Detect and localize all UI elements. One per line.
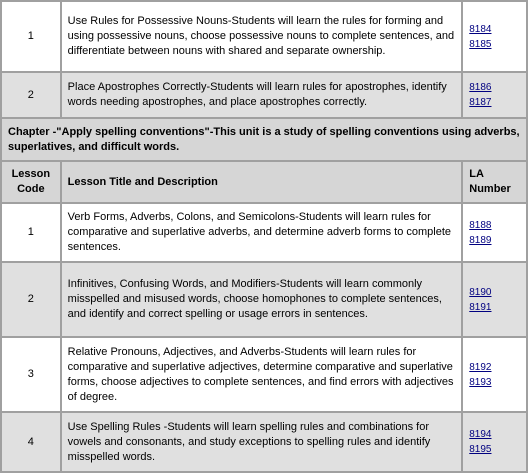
la-number-link[interactable]: 8184	[469, 23, 492, 35]
lesson-description: Use Spelling Rules -Students will learn spelling rules and combinations for vowels and consonants, and study exceptions to spelling rules and identify misspelled words.	[61, 412, 463, 472]
lesson-description: Verb Forms, Adverbs, Colons, and Semicolons-Students will learn rules for comparative and superlative adverbs, and determine adverb forms to complete sentences.	[61, 203, 463, 262]
lesson-code: 2	[1, 72, 61, 118]
lesson-row	[1, 337, 527, 412]
table-header-row	[1, 161, 527, 203]
lesson-row	[1, 203, 527, 262]
lesson-row	[1, 412, 527, 472]
lesson-code: 2	[1, 262, 61, 337]
la-number-link[interactable]: 8187	[469, 97, 492, 108]
lesson-row	[1, 1, 527, 72]
lesson-description: Relative Pronouns, Adjectives, and Adverbs-Students will learn rules for comparative and superlative adjectives, determine comparative and superlative forms, choose adjectives to complete sentences, and find errors with adjectives of degree.	[61, 337, 463, 412]
la-number-link[interactable]: 8190	[469, 286, 492, 298]
lesson-title-header: Lesson Title and Description	[61, 161, 463, 203]
lesson-code: 1	[1, 203, 61, 262]
chapter-row	[1, 118, 527, 161]
la-number-link[interactable]: 8188	[469, 219, 492, 231]
la-number-link[interactable]: 8193	[469, 376, 492, 388]
la-number-cell	[462, 203, 527, 262]
la-number-cell	[462, 72, 527, 118]
lesson-description: Place Apostrophes Correctly-Students will learn rules for apostrophes, identify words needing apostrophes, and place apostrophes correctly.	[61, 72, 463, 118]
la-number-link[interactable]: 8195	[469, 444, 492, 455]
la-number-link[interactable]: 8192	[469, 361, 492, 373]
lesson-description: Infinitives, Confusing Words, and Modifiers-Students will learn commonly misspelled and misused words, choose homophones to complete sentences, and identify and correct spelling or usage errors in sentences.	[61, 262, 463, 337]
la-number-link[interactable]: 8186	[469, 82, 492, 93]
lesson-row	[1, 72, 527, 118]
lesson-code: 3	[1, 337, 61, 412]
la-number-cell	[462, 262, 527, 337]
la-number-cell	[462, 1, 527, 72]
chapter-heading: Chapter -"Apply spelling conventions"-This unit is a study of spelling conventions using adverbs, superlatives, and difficult words.	[1, 118, 527, 161]
la-number-link[interactable]: 8191	[469, 301, 492, 313]
la-number-cell	[462, 412, 527, 472]
la-number-cell	[462, 337, 527, 412]
lesson-row	[1, 262, 527, 337]
la-number-link[interactable]: 8189	[469, 234, 492, 246]
lesson-code: 1	[1, 1, 61, 72]
lesson-code: 4	[1, 412, 61, 472]
la-number-link[interactable]: 8185	[469, 38, 492, 50]
la-number-link[interactable]: 8194	[469, 429, 492, 440]
lesson-code-header: Lesson Code	[1, 161, 61, 203]
la-number-header: LA Number	[462, 161, 527, 203]
lesson-description: Use Rules for Possessive Nouns-Students will learn the rules for forming and using possessive nouns, choose possessive nouns to complete sentences, and differentiate between nouns with shared and separate ownership.	[61, 1, 463, 72]
